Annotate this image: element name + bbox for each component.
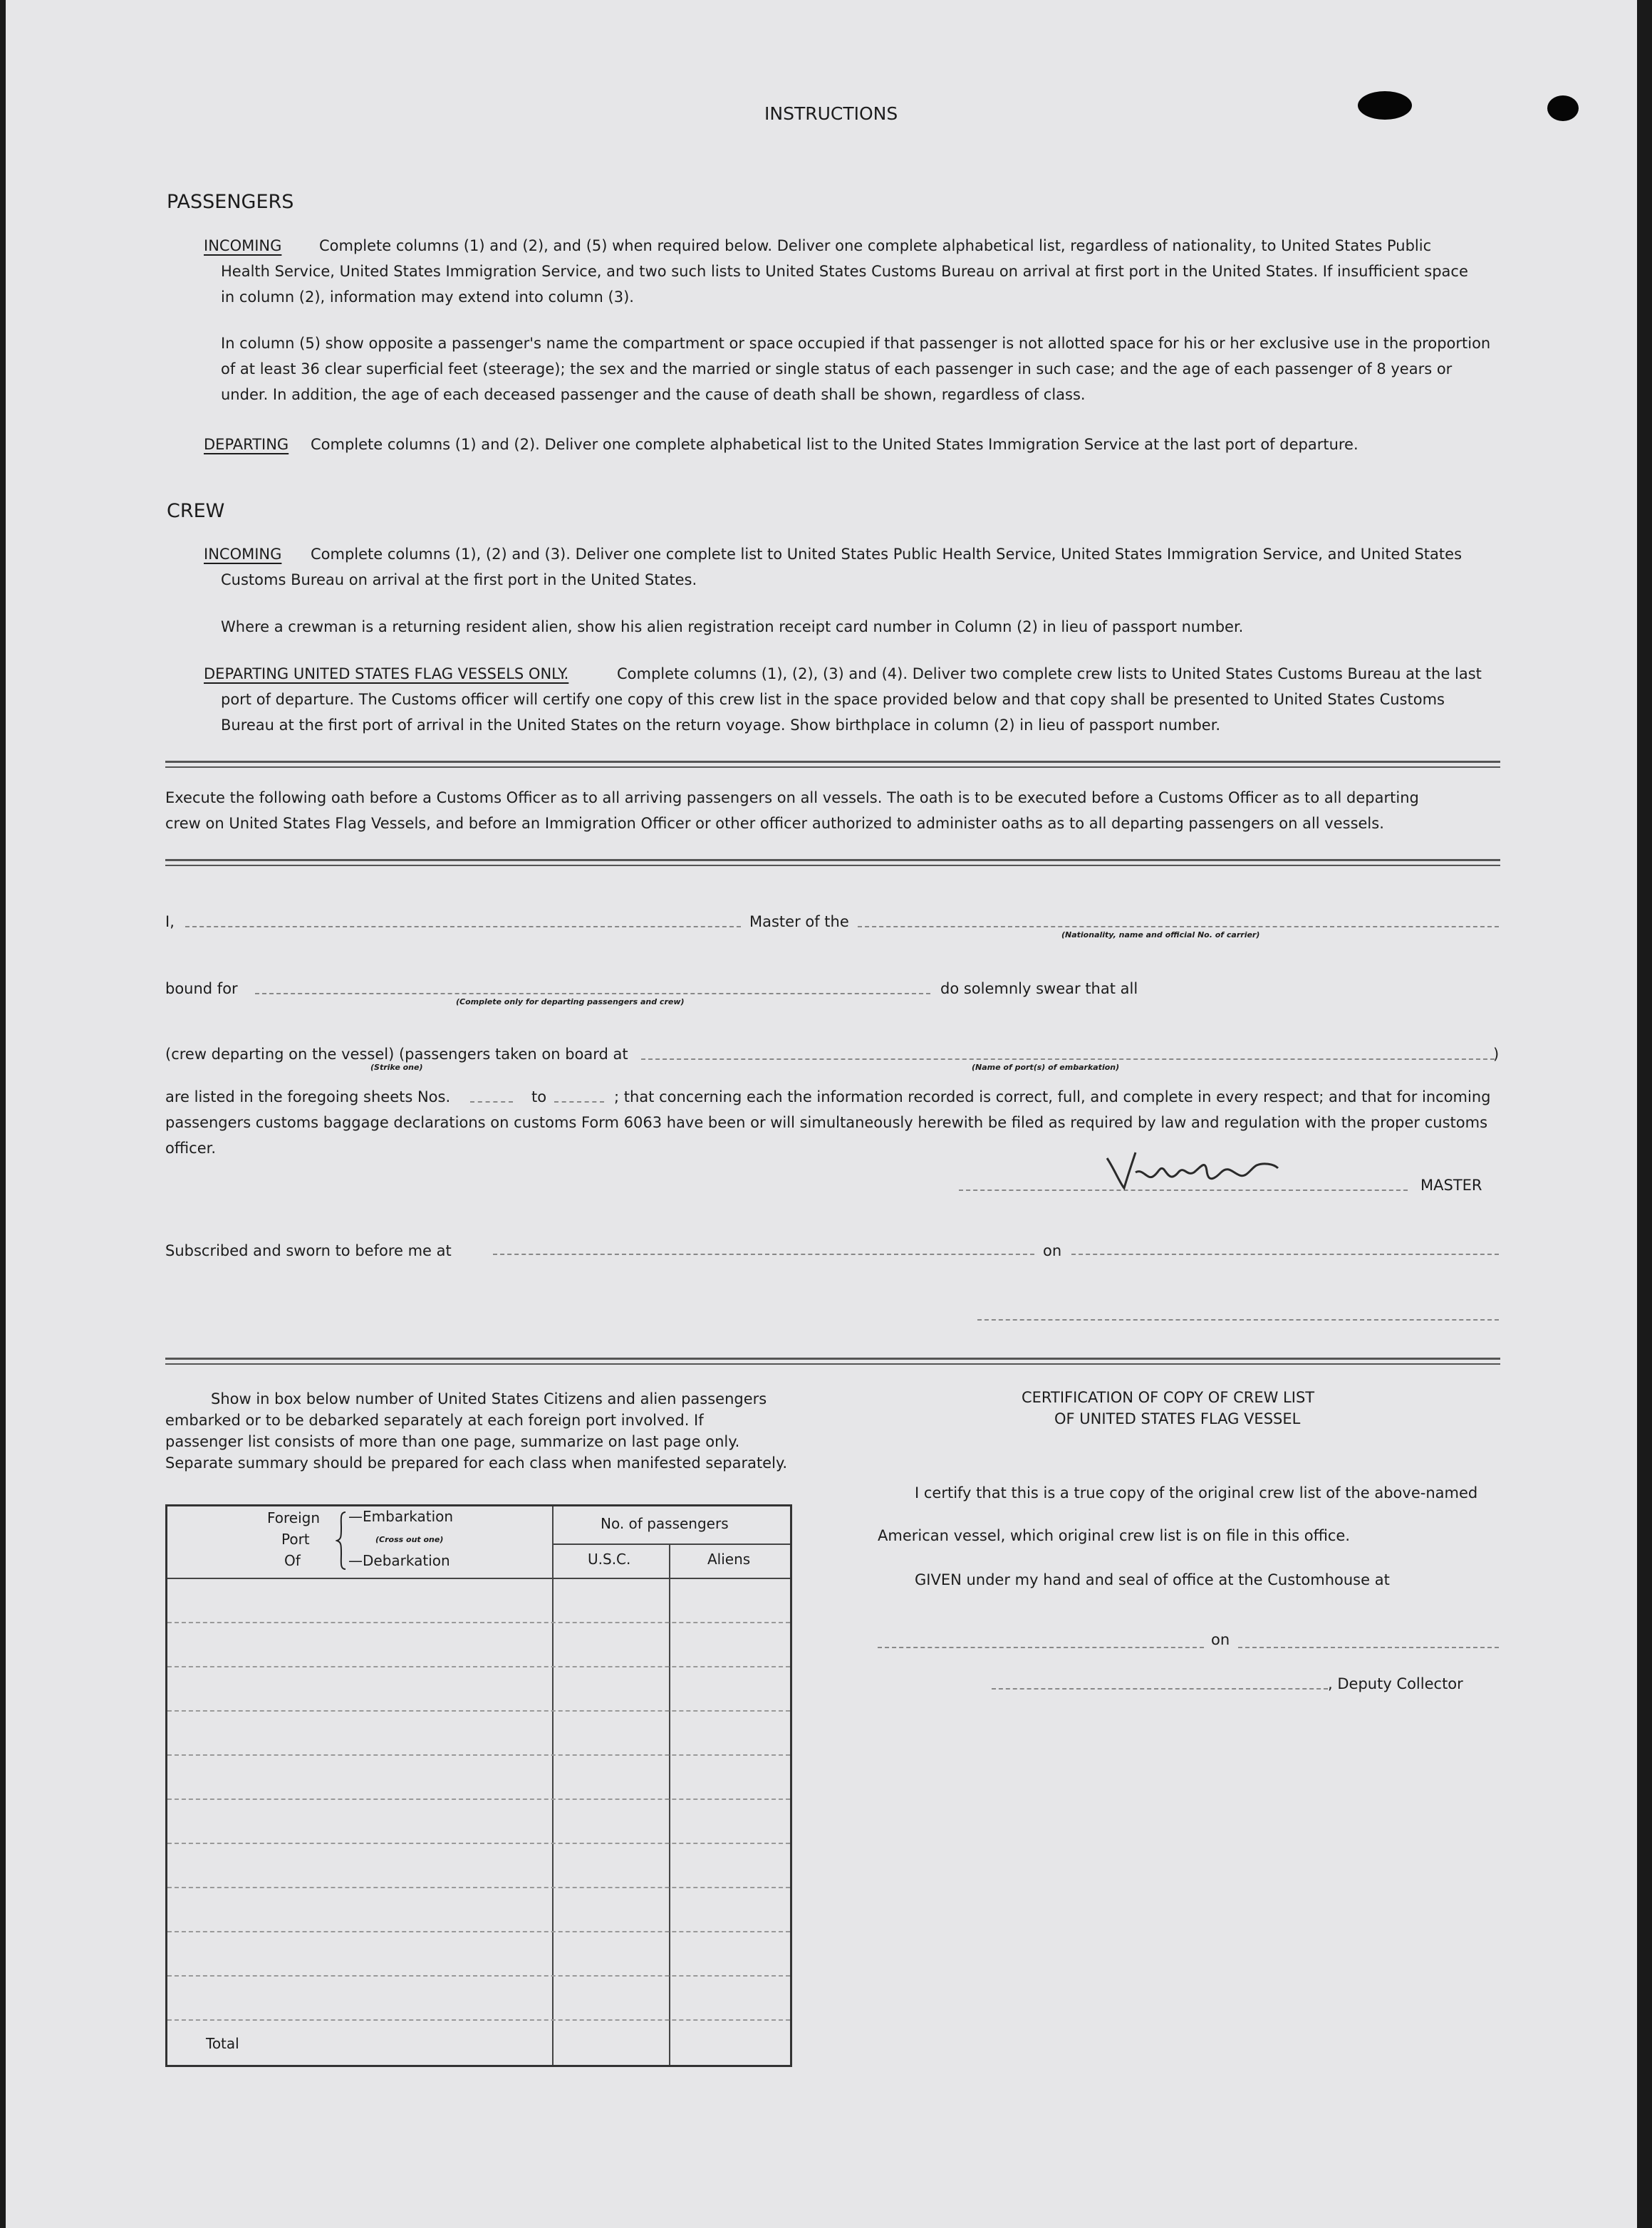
passengers-incoming-text-2: Health Service, United States Immigration Service, and two such lists to United States Customs Bureau on arrival at first port in the United States. If insufficient space (221, 263, 1468, 280)
table-row[interactable] (167, 1666, 790, 1667)
page-title: INSTRUCTIONS (764, 103, 898, 124)
crew-departing-oath-label: (crew departing on the vessel) (passengers taken on board at (165, 1046, 628, 1063)
divider (165, 859, 1500, 866)
master-name-field[interactable] (185, 926, 741, 927)
crew-heading: CREW (167, 500, 225, 522)
total-label: Total (206, 2035, 239, 2052)
certification-text-1: I certify that this is a true copy of the original crew list of the above-named (915, 1484, 1478, 1501)
certification-date-field[interactable] (1238, 1647, 1499, 1648)
certification-title-1: CERTIFICATION OF COPY OF CREW LIST (1022, 1389, 1315, 1406)
table-row[interactable] (167, 1710, 790, 1712)
passengers-heading: PASSENGERS (167, 191, 294, 213)
sheet-from-field[interactable] (470, 1101, 513, 1103)
table-row[interactable] (167, 1622, 790, 1623)
bound-for-field[interactable] (255, 993, 930, 994)
column5-text-3: under. In addition, the age of each deceased passenger and the cause of death shall be shown, regardless of class. (221, 386, 1086, 403)
punch-hole-mark (1547, 95, 1579, 121)
certification-text-2: American vessel, which original crew list is on file in this office. (878, 1527, 1351, 1544)
table-row[interactable] (167, 1754, 790, 1756)
close-paren: ) (1493, 1046, 1500, 1063)
port-label: Port (281, 1531, 310, 1548)
passengers-incoming-text-3: in column (2), information may extend into column (3). (221, 288, 634, 306)
listed-suffix: ; that concerning each the information recorded is correct, full, and complete in every respect; and that for incoming (614, 1088, 1491, 1105)
certification-text-3: GIVEN under my hand and seal of office at the Customhouse at (915, 1571, 1390, 1588)
sheet-to-field[interactable] (554, 1101, 604, 1103)
certification-on-label: on (1211, 1631, 1230, 1648)
sworn-on-label: on (1043, 1242, 1062, 1259)
table-row[interactable] (167, 2019, 790, 2021)
table-row[interactable] (167, 1931, 790, 1932)
of-label: Of (284, 1552, 301, 1569)
debarkation-label: —Debarkation (348, 1552, 450, 1569)
subscribed-label: Subscribed and sworn to before me at (165, 1242, 452, 1259)
passengers-incoming-label: INCOMING (204, 237, 282, 254)
ink-blot-mark (1358, 91, 1412, 120)
oath-instructions-1: Execute the following oath before a Customs Officer as to all arriving passengers on all vessels. The oath is to be executed before a Customs Officer as to all departing (165, 789, 1419, 806)
cross-out-note: (Cross out one) (375, 1535, 444, 1544)
summary-text-1: Show in box below number of United States Citizens and alien passengers (211, 1390, 767, 1407)
passengers-departing-label: DEPARTING (204, 436, 289, 453)
deputy-collector-label: , Deputy Collector (1328, 1675, 1463, 1692)
oath-instructions-2: crew on United States Flag Vessels, and before an Immigration Officer or other officer authorized to administer oaths as to all departing passengers on all vessels. (165, 815, 1384, 832)
officer-signature-field[interactable] (977, 1319, 1499, 1321)
table-header-divider (552, 1544, 790, 1545)
summary-text-4: Separate summary should be prepared for each class when manifested separately. (165, 1454, 788, 1472)
passengers-incoming-text-1: Complete columns (1) and (2), and (5) when required below. Deliver one complete alphabetical list, regardless of nationality, to United States Public (319, 237, 1432, 254)
crew-incoming-label: INCOMING (204, 546, 282, 563)
usc-header: U.S.C. (588, 1551, 631, 1568)
table-row[interactable] (167, 1843, 790, 1844)
master-of-label: Master of the (749, 913, 849, 930)
master-signature (1100, 1144, 1299, 1195)
passenger-summary-table (165, 1504, 792, 2067)
table-row[interactable] (167, 1798, 790, 1800)
divider (165, 1358, 1500, 1365)
column5-text-2: of at least 36 clear superficial feet (steerage); the sex and the married or single status of each passenger in such case; and the age of each passenger of 8 years or (221, 360, 1453, 378)
bound-for-label: bound for (165, 980, 238, 997)
oath-i-label: I, (165, 913, 175, 930)
embarkation-label: —Embarkation (348, 1508, 454, 1525)
sworn-date-field[interactable] (1071, 1254, 1499, 1255)
table-column-divider (552, 1506, 554, 2065)
crew-incoming-text-1: Complete columns (1), (2) and (3). Deliver one complete list to United States Public Health Service, United States Immigration Service, and United States (311, 546, 1463, 563)
crew-departing-text-3: Bureau at the first port of arrival in the United States on the return voyage. Show birthplace in column (2) in lieu of passport number. (221, 717, 1221, 734)
crew-departing-text-1: Complete columns (1), (2), (3) and (4). Deliver two complete crew lists to United States Customs Bureau at the last (617, 665, 1482, 682)
divider (165, 761, 1500, 768)
certification-title-2: OF UNITED STATES FLAG VESSEL (1054, 1410, 1301, 1427)
column5-text-1: In column (5) show opposite a passenger's name the compartment or space occupied if that passenger is not allotted space for his or her exclusive use in the proportion (221, 335, 1491, 352)
swear-label: do solemnly swear that all (940, 980, 1138, 997)
embarkation-ports-field[interactable] (641, 1058, 1495, 1060)
summary-text-2: embarked or to be debarked separately at each foreign port involved. If (165, 1412, 704, 1429)
to-label: to (531, 1088, 547, 1105)
summary-text-3: passenger list consists of more than one page, summarize on last page only. (165, 1433, 740, 1450)
crew-departing-text-2: port of departure. The Customs officer will certify one copy of this crew list in the space provided below and that copy shall be presented to United States Customs (221, 691, 1445, 708)
complete-only-note: (Complete only for departing passengers and crew) (456, 997, 685, 1006)
crewman-text: Where a crewman is a returning resident alien, show his alien registration receipt card number in Column (2) in lieu of passport number. (221, 618, 1244, 635)
customhouse-field[interactable] (878, 1647, 1204, 1648)
crew-departing-label: DEPARTING UNITED STATES FLAG VESSELS ONLY. (204, 665, 569, 682)
table-header-divider (167, 1578, 790, 1579)
no-passengers-header: No. of passengers (601, 1515, 729, 1532)
form-page (6, 0, 1637, 2228)
brace-icon (336, 1511, 348, 1571)
sworn-place-field[interactable] (493, 1254, 1034, 1255)
carrier-field[interactable] (858, 926, 1499, 927)
listed-text-3: officer. (165, 1140, 216, 1157)
aliens-header: Aliens (707, 1551, 751, 1568)
table-row[interactable] (167, 1887, 790, 1888)
listed-text-2: passengers customs baggage declarations on customs Form 6063 have been or will simultaneously herewith be filed as required by law and regulation with the proper customs (165, 1114, 1488, 1131)
table-row[interactable] (167, 1975, 790, 1977)
nationality-note: (Nationality, name and official No. of carrier) (1061, 930, 1260, 939)
master-label: MASTER (1420, 1177, 1482, 1194)
deputy-collector-field[interactable] (992, 1688, 1328, 1690)
strike-note: (Strike one) (370, 1063, 423, 1072)
listed-prefix: are listed in the foregoing sheets Nos. (165, 1088, 451, 1105)
foreign-label: Foreign (267, 1509, 321, 1526)
ports-note: (Name of port(s) of embarkation) (972, 1063, 1120, 1072)
crew-incoming-text-2: Customs Bureau on arrival at the first port in the United States. (221, 571, 697, 588)
passengers-departing-text: Complete columns (1) and (2). Deliver one complete alphabetical list to the United States Immigration Service at the last port of departure. (311, 436, 1359, 453)
